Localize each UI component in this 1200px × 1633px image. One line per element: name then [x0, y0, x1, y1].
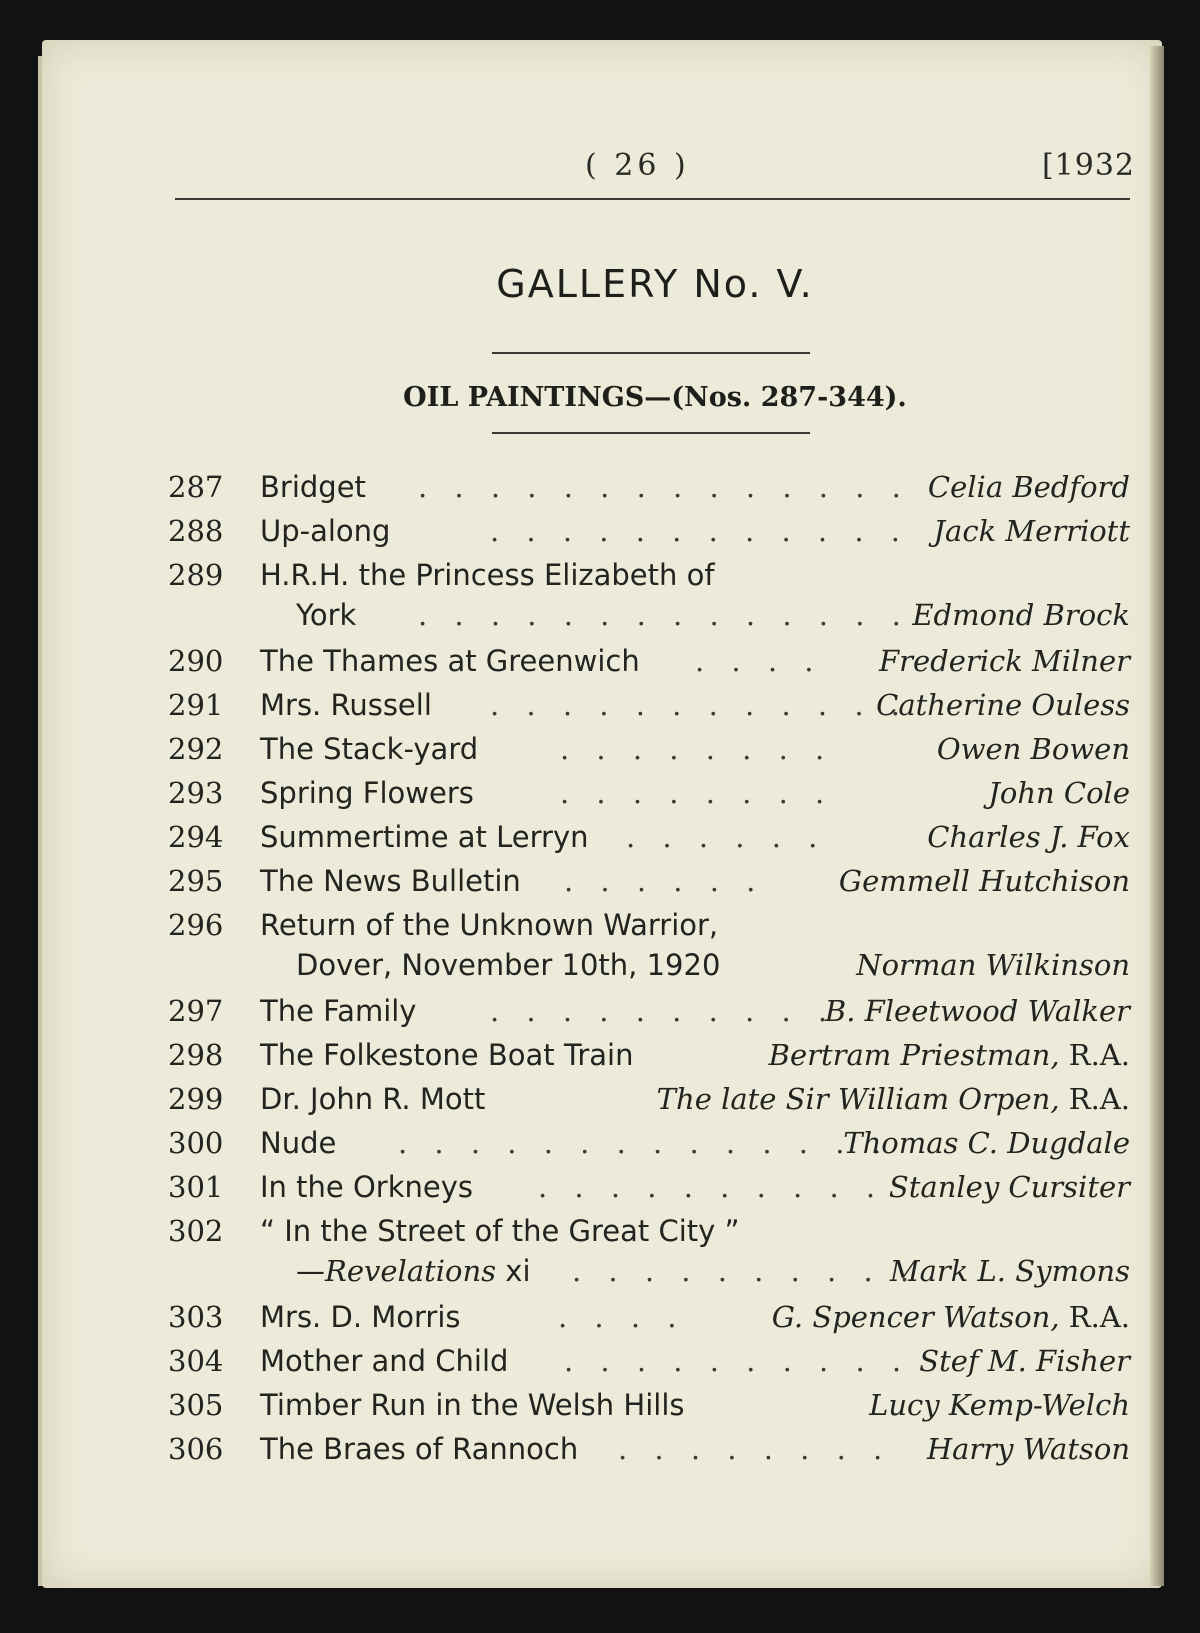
- entry-number: 296: [168, 908, 224, 942]
- entry-artist: Thomas C. Dugdale: [843, 1126, 1130, 1160]
- entry-artist: Mark L. Symons: [889, 1254, 1130, 1288]
- entry-artist: B. Fleetwood Walker: [824, 994, 1130, 1028]
- entry-title: The News Bulletin: [260, 864, 521, 898]
- entry-title: “ In the Street of the Great City ”: [260, 1214, 740, 1248]
- catalogue-entry: [160, 1300, 1130, 1344]
- catalogue-entry: [160, 470, 1130, 514]
- catalogue-entry: [160, 558, 1130, 642]
- title-plain-part: xi: [496, 1254, 531, 1288]
- entry-number: 290: [168, 644, 224, 678]
- entry-title: In the Orkneys: [260, 1170, 473, 1204]
- title-italic-part: Revelations: [325, 1254, 497, 1288]
- catalogue-entry: [160, 1126, 1130, 1170]
- artist-name: Bertram Priestman,: [768, 1038, 1060, 1072]
- entry-artist: Norman Wilkinson: [856, 948, 1130, 982]
- dot-leader: . . . . . .: [564, 864, 765, 898]
- entry-number: 301: [168, 1170, 224, 1204]
- dot-leader: . . . . . . . .: [560, 732, 834, 766]
- entry-artist: Stef M. Fisher: [919, 1344, 1130, 1378]
- entry-title: The Thames at Greenwich: [260, 644, 640, 678]
- catalogue-entry: [160, 864, 1130, 908]
- entry-title: The Family: [260, 994, 417, 1028]
- entry-number: 300: [168, 1126, 224, 1160]
- entry-number: 298: [168, 1038, 224, 1072]
- entry-artist: Frederick Milner: [879, 644, 1130, 678]
- entry-number: 304: [168, 1344, 224, 1378]
- catalogue-entry: [160, 1344, 1130, 1388]
- entry-artist: Charles J. Fox: [927, 820, 1130, 854]
- dot-leader: . . . . . . . . . . . .: [490, 688, 910, 722]
- entry-number: 302: [168, 1214, 224, 1248]
- entry-title: Up-along: [260, 514, 391, 548]
- catalogue-entry: [160, 1170, 1130, 1214]
- entry-artist: Stanley Cursiter: [888, 1170, 1130, 1204]
- dot-leader: . . . . . . . . . . . . . .: [398, 1126, 890, 1160]
- entry-number: 293: [168, 776, 224, 810]
- catalogue-entry: [160, 820, 1130, 864]
- artist-name: G. Spencer Watson,: [771, 1300, 1060, 1334]
- dot-leader: . . . . . .: [626, 820, 827, 854]
- dot-leader: . . . . . . . . . .: [490, 994, 837, 1028]
- catalogue-entry: [160, 644, 1130, 688]
- entry-title: Nude: [260, 1126, 337, 1160]
- entry-artist: [772, 1300, 1130, 1334]
- catalogue-entry: [160, 688, 1130, 732]
- catalogue-entry: [160, 908, 1130, 992]
- entry-artist: John Cole: [988, 776, 1130, 810]
- entry-number: 306: [168, 1432, 224, 1466]
- section-heading: OIL PAINTINGS—(Nos. 287-344).: [403, 382, 907, 413]
- dot-leader: . . . . . . . . . . . . . .: [418, 470, 910, 504]
- entry-artist: [769, 1038, 1130, 1072]
- dot-leader: . . . . . . . . . .: [564, 1344, 911, 1378]
- dot-leader: . . . . . . . . . .: [572, 1254, 919, 1288]
- entry-title-continued: [296, 1254, 531, 1288]
- entry-artist: Jack Merriott: [933, 514, 1130, 548]
- dot-leader: . . . . . . . . . . . .: [490, 514, 910, 548]
- entry-title: Mrs. D. Morris: [260, 1300, 461, 1334]
- entry-title: Return of the Unknown Warrior,: [260, 908, 719, 942]
- entry-number: 292: [168, 732, 224, 766]
- entry-number: 295: [168, 864, 224, 898]
- entry-title-continued: York: [296, 598, 357, 632]
- entry-number: 294: [168, 820, 224, 854]
- catalogue-entry: [160, 994, 1130, 1038]
- title-dash: —: [296, 1254, 325, 1288]
- entry-artist: Edmond Brock: [912, 598, 1130, 632]
- dot-leader: . . . . . . . .: [618, 1432, 892, 1466]
- catalogue-entry: [160, 514, 1130, 558]
- catalogue-entry: [160, 776, 1130, 820]
- entry-title: Summertime at Lerryn: [260, 820, 589, 854]
- artist-suffix: R.A.: [1068, 1300, 1130, 1334]
- entry-title: Mrs. Russell: [260, 688, 432, 722]
- entry-artist: Gemmell Hutchison: [838, 864, 1130, 898]
- dot-leader: . . . . . . . .: [560, 776, 834, 810]
- dot-leader: . . . .: [695, 644, 823, 678]
- entry-title-continued: Dover, November 10th, 1920: [296, 948, 721, 982]
- entry-artist: Lucy Kemp-Welch: [869, 1388, 1130, 1422]
- entry-number: 299: [168, 1082, 224, 1116]
- entry-number: 288: [168, 514, 224, 548]
- entry-title: The Stack-yard: [260, 732, 479, 766]
- entry-number: 305: [168, 1388, 224, 1422]
- entry-title: The Folkestone Boat Train: [260, 1038, 634, 1072]
- entry-title: Mother and Child: [260, 1344, 509, 1378]
- entry-title: The Braes of Rannoch: [260, 1432, 579, 1466]
- catalogue-entry: [160, 1388, 1130, 1432]
- artist-name: The late Sir William Orpen,: [656, 1082, 1060, 1116]
- catalogue-entry: [160, 1038, 1130, 1082]
- dot-leader: . . . .: [558, 1300, 686, 1334]
- catalogue-entry: [160, 732, 1130, 776]
- entry-artist: Harry Watson: [926, 1432, 1130, 1466]
- entry-title: Timber Run in the Welsh Hills: [260, 1388, 685, 1422]
- entry-title: Spring Flowers: [260, 776, 474, 810]
- page-number: ( 26 ): [585, 148, 690, 183]
- entry-artist: Catherine Ouless: [876, 688, 1130, 722]
- entry-number: 289: [168, 558, 224, 592]
- entry-number: 291: [168, 688, 224, 722]
- catalogue-entry: [160, 1082, 1130, 1126]
- entry-artist: Celia Bedford: [927, 470, 1130, 504]
- header-year: [1932: [1041, 148, 1135, 183]
- artist-suffix: R.A.: [1068, 1082, 1130, 1116]
- entry-title: Dr. John R. Mott: [260, 1082, 486, 1116]
- entry-artist: Owen Bowen: [936, 732, 1130, 766]
- dot-leader: . . . . . . . . . . . . . .: [418, 598, 910, 632]
- entry-title: H.R.H. the Princess Elizabeth of: [260, 558, 715, 592]
- catalogue-entry: [160, 1214, 1130, 1298]
- catalogue-entry: [160, 1432, 1130, 1476]
- entry-title: Bridget: [260, 470, 366, 504]
- entry-number: 297: [168, 994, 224, 1028]
- dot-leader: . . . . . . . . . .: [538, 1170, 885, 1204]
- gallery-title: GALLERY No. V.: [496, 262, 814, 306]
- entry-number: 303: [168, 1300, 224, 1334]
- entry-number: 287: [168, 470, 224, 504]
- artist-suffix: R.A.: [1068, 1038, 1130, 1072]
- entry-artist: [657, 1082, 1130, 1116]
